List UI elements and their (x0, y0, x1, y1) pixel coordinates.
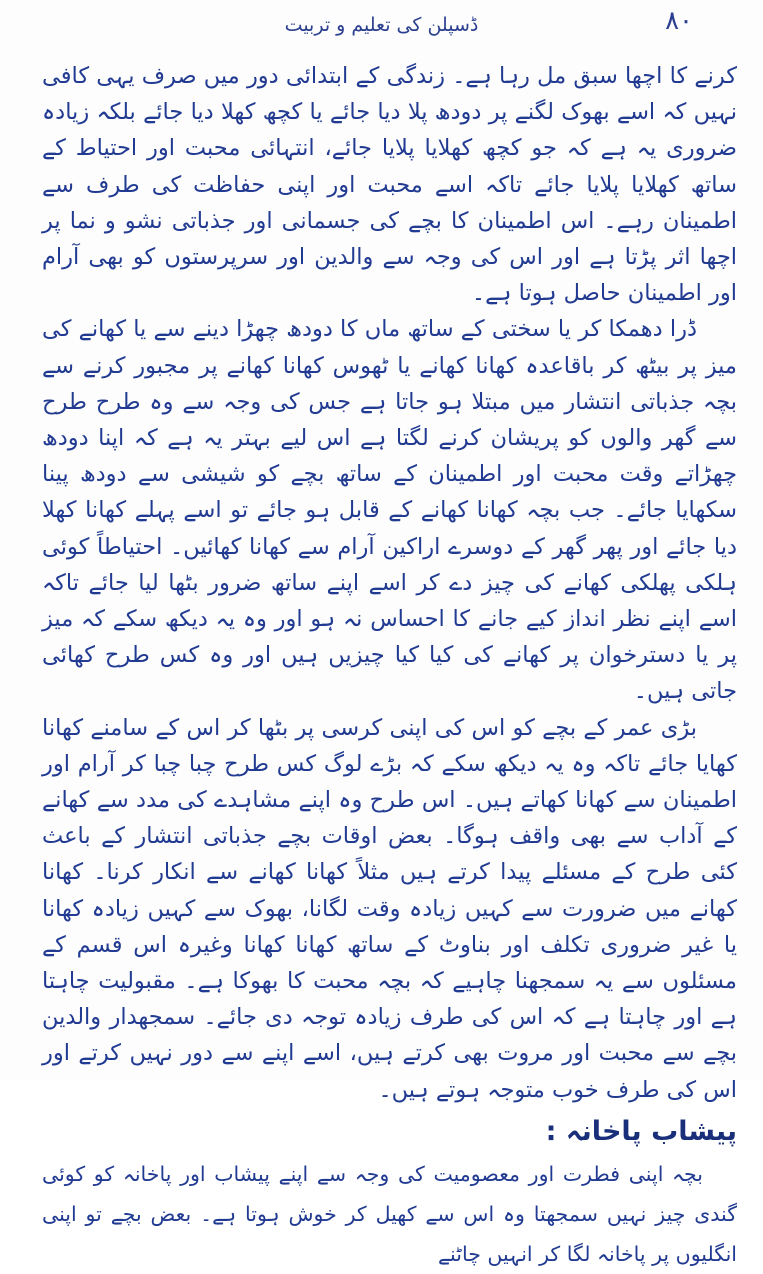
paragraph-2: ڈرا دھمکا کر یا سختی کے ساتھ ماں کا دودھ چھڑا دینے سے یا کھانے کی میز پر بیٹھ کر باقاعدہ کھانا کھانے یا ٹھوس کھانا کھانے پر مجبور کرنے سے بچہ جذباتی انتشار میں مبتلا ہو جاتا ہے جس کی وجہ سے وہ طرح طرح سے گھر والوں کو پریشان کرنے لگتا ہے اس لیے بہتر یہ ہے کہ اپنا دودھ چھڑاتے وقت محبت اور اطمینان کے ساتھ بچے کو شیشی سے دودھ پینا سکھایا جائے۔ جب بچہ کھانا کھانے کے قابل ہو جائے تو اسے پہلے کھانا کھلا دیا جائے اور پھر گھر کے دوسرے اراکین آرام سے کھانا کھائیں۔ احتیاطاً کوئی ہلکی پھلکی کھانے کی چیز دے کر اسے اپنے ساتھ ضرور بٹھا لیا جائے تاکہ اسے اپنے نظر انداز کیے جانے کا احساس نہ ہو اور وہ یہ دیکھ سکے کہ میز پر یا دسترخوان پر کھانے کی کیا کیا چیزیں ہیں اور وہ کس طرح کھائی جاتی ہیں۔ (42, 316, 737, 705)
running-title: ڈسپلن کی تعلیم و تربیت (284, 14, 479, 36)
page-number: ۸۰ (665, 6, 693, 36)
section-heading: پیشاب پاخانہ : (545, 1115, 737, 1147)
page-header (70, 6, 693, 46)
section-paragraph: بچہ اپنی فطرت اور معصومیت کی وجہ سے اپنے پیشاب اور پاخانہ کو کوئی گندی چیز نہیں سمجھتا وہ اس سے کھیل کر خوش ہوتا ہے۔ بعض بچے تو اپنی انگلیوں پر پاخانہ لگا کر انہیں چاٹنے (42, 1161, 737, 1266)
body-text (42, 58, 737, 1274)
paragraph-1: کرنے کا اچھا سبق مل رہا ہے۔ زندگی کے ابتدائی دور میں صرف یہی کافی نہیں کہ اسے بھوک لگنے پر دودھ پلا دیا جائے یا کچھ کھلا دیا جائے بلکہ زیادہ ضروری یہ ہے کہ جو کچھ کھلایا پلایا جائے، انتہائی محبت اور احتیاط کے ساتھ کھلایا پلایا جائے تاکہ اسے محبت اور اپنی حفاظت کی طرف سے اطمینان رہے۔ اس اطمینان کا بچے کی جسمانی اور جذباتی نشو و نما پر اچھا اثر پڑتا ہے اور اس کی وجہ سے والدین اور سرپرستوں کو بھی آرام اور اطمینان حاصل ہوتا ہے۔ (42, 63, 737, 307)
paragraph-3: بڑی عمر کے بچے کو اس کی اپنی کرسی پر بٹھا کر اس کے سامنے کھانا کھایا جائے تاکہ وہ یہ دیکھ سکے کہ بڑے لوگ کس طرح چبا چبا کر آرام اور اطمینان سے کھانا کھاتے ہیں۔ اس طرح وہ اپنے مشاہدے کی مدد سے کھانے کے آداب سے بھی واقف ہوگا۔ بعض اوقات بچے جذباتی انتشار کے باعث کئی طرح کے مسئلے پیدا کرتے ہیں مثلاً کھانا کھانے سے انکار کرنا۔ کھانا کھانے میں ضرورت سے کہیں زیادہ وقت لگانا، بھوک سے کہیں زیادہ کھانا یا غیر ضروری تکلف اور بناوٹ کے ساتھ کھانا کھانا وغیرہ اس قسم کے مسئلوں سے یہ سمجھنا چاہیے کہ بچہ محبت کا بھوکا ہے۔ مقبولیت چاہتا ہے اور چاہتا ہے کہ اس کی طرف زیادہ توجہ دی جائے۔ سمجھدار والدین بچے سے محبت اور مروت بھی کرتے ہیں، اسے اپنے سے دور نہیں کرتے اور اس کی طرف خوب متوجہ ہوتے ہیں۔ (42, 714, 737, 1103)
